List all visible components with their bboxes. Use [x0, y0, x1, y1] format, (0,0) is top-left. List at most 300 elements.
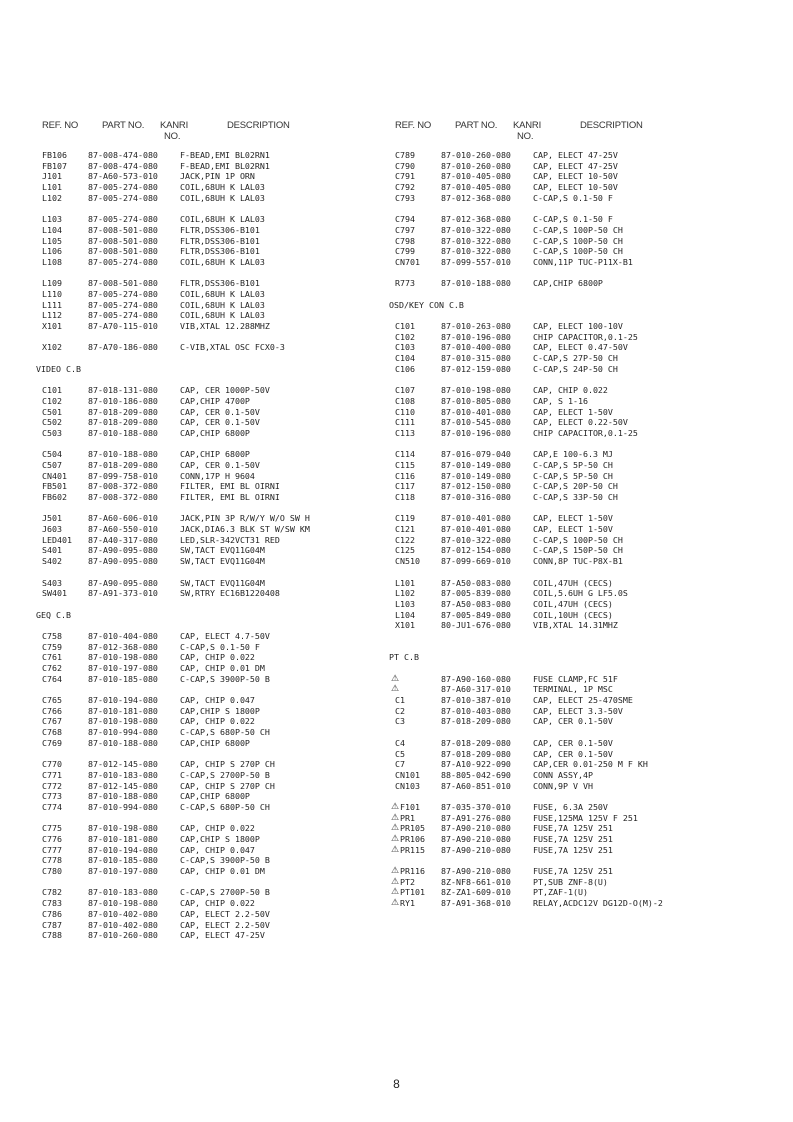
part-no: 87-010-149-080: [441, 470, 511, 481]
part-no: 87-012-150-080: [441, 481, 511, 492]
description: C-CAP,S 0.1-50 F: [533, 214, 613, 225]
part-row: [42, 492, 372, 503]
kanri-no-header: NO.: [164, 131, 181, 142]
part-no: 87-010-402-080: [88, 919, 158, 930]
ref-no: C1: [395, 695, 405, 706]
ref-no: C793: [395, 192, 415, 203]
description: CONN,17P H 9604: [180, 470, 255, 481]
ref-no: S402: [42, 556, 62, 567]
description: CAP,CHIP 6800P: [533, 278, 603, 289]
safety-warning-icon: ⚠: [391, 812, 400, 823]
part-no: 87-A90-210-080: [441, 823, 511, 834]
description: CAP, ELECT 2.2-50V: [180, 919, 270, 930]
description: COIL,10UH (CECS): [533, 609, 613, 620]
description: CAP, ELECT 10-50V: [533, 182, 618, 193]
part-row: [42, 460, 372, 471]
description: LED,SLR-342VCT31 RED: [180, 534, 280, 545]
description: COIL,68UH K LAL03: [180, 192, 265, 203]
part-no: 87-010-188-080: [441, 278, 511, 289]
part-no: 87-A60-606-010: [88, 513, 158, 524]
ref-no: C122: [395, 534, 415, 545]
description: CAP, CER 0.1-50V: [533, 737, 613, 748]
part-no: 87-010-198-080: [88, 652, 158, 663]
description: FUSE,7A 125V 251: [533, 844, 613, 855]
ref-no: C121: [395, 524, 415, 535]
part-row: [395, 471, 725, 482]
ref-no: C104: [395, 353, 415, 364]
part-row: [42, 770, 372, 781]
right-parts-column: [389, 120, 725, 909]
part-no: 88-805-042-690: [441, 769, 511, 780]
part-no: 87-A60-317-010: [441, 684, 511, 695]
part-no: 87-010-322-080: [441, 224, 511, 235]
part-row: [42, 887, 372, 898]
description: COIL,68UH K LAL03: [180, 214, 265, 225]
description: C-CAP,S 3900P-50 B: [180, 855, 270, 866]
description: C-CAP,S 680P-50 CH: [180, 727, 270, 738]
ref-no: C770: [42, 759, 62, 770]
part-no: 87-A91-373-010: [88, 588, 158, 599]
part-row: [395, 449, 725, 460]
part-no: 87-008-372-080: [88, 481, 158, 492]
description: C-CAP,S 680P-50 CH: [180, 801, 270, 812]
ref-no: C790: [395, 160, 415, 171]
description: CAP, ELECT 10-50V: [533, 171, 618, 182]
description: CAP,CHIP 4700P: [180, 395, 250, 406]
description: CAP, CHIP 0.01 DM: [180, 663, 265, 673]
description: VIB,XTAL 12.288MHZ: [180, 321, 270, 331]
ref-no: L102: [395, 588, 415, 599]
part-no: 87-008-474-080: [88, 160, 158, 171]
description: PT,ZAF-1(U): [533, 887, 588, 898]
ref-no: CN701: [395, 256, 420, 267]
part-row: [42, 278, 372, 289]
part-no: 87-005-274-080: [88, 288, 158, 299]
part-row: [42, 781, 372, 792]
ref-no: S401: [42, 545, 62, 556]
part-row: [395, 214, 725, 225]
description: CAP,CHIP 6800P: [180, 427, 250, 438]
ref-no: C115: [395, 459, 415, 470]
part-no: 87-012-368-080: [441, 214, 511, 225]
part-row: [42, 652, 372, 663]
row-spacer: [395, 567, 725, 578]
part-no: 87-010-805-080: [441, 395, 511, 406]
part-row: [42, 150, 372, 161]
ref-no: C3: [395, 716, 405, 727]
section-heading: VIDEO C.B: [36, 363, 81, 374]
part-row: [42, 706, 372, 717]
row-spacer: [395, 503, 725, 514]
row-spacer: [395, 268, 725, 279]
ref-no: FB602: [42, 492, 67, 502]
part-row: [395, 385, 725, 396]
part-row: [42, 471, 372, 482]
description: CAP,E 100-6.3 MJ: [533, 449, 613, 460]
description: CAP,CHIP S 1800P: [180, 705, 260, 716]
row-spacer: [42, 749, 372, 760]
ref-no: L110: [42, 288, 62, 299]
part-no: 87-010-994-080: [88, 727, 158, 738]
description: CAP, ELECT 3.3-50V: [533, 705, 623, 716]
part-row: [395, 407, 725, 418]
description: JACK,PIN 3P R/W/Y W/O SW H: [180, 513, 310, 524]
description: F-BEAD,EMI BL02RN1: [180, 150, 270, 160]
part-row: [391, 887, 725, 898]
part-no: 87-099-557-010: [441, 256, 511, 267]
ref-no-header: REF. NO: [42, 120, 79, 131]
ref-no: PR105: [400, 823, 425, 834]
safety-warning-icon: ⚠: [391, 844, 400, 855]
part-row: [42, 898, 372, 909]
ref-no: C787: [42, 919, 62, 930]
row-spacer: [42, 353, 372, 364]
part-no: 87-010-322-080: [441, 246, 511, 257]
safety-warning-icon: ⚠: [391, 834, 400, 844]
part-row: [395, 278, 725, 289]
ref-no: C117: [395, 481, 415, 492]
part-no: 87-035-370-010: [441, 801, 511, 812]
part-row: [42, 310, 372, 321]
safety-warning-icon: ⚠: [391, 801, 400, 812]
part-row: [42, 396, 372, 407]
part-no: 87-A90-095-080: [88, 556, 158, 567]
description: CAP, ELECT 1-50V: [533, 406, 613, 417]
part-row: [42, 481, 372, 492]
part-row: [391, 898, 725, 909]
description: CAP, ELECT 4.7-50V: [180, 630, 270, 641]
description: CAP, ELECT 0.47-50V: [533, 342, 628, 353]
part-no: 87-008-501-080: [88, 235, 158, 246]
description: FUSE,7A 125V 251: [533, 823, 613, 834]
part-no: 87-A90-160-080: [441, 673, 511, 684]
ref-no: C762: [42, 663, 62, 673]
ref-no: C791: [395, 171, 415, 182]
ref-no: C108: [395, 395, 415, 406]
row-spacer: [395, 439, 725, 450]
part-row: [395, 236, 725, 247]
section-heading: OSD/KEY CON C.B: [389, 299, 464, 310]
ref-no: S403: [42, 577, 62, 588]
part-no: 87-010-198-080: [88, 898, 158, 909]
part-no: 87-005-274-080: [88, 192, 158, 203]
ref-no: C772: [42, 780, 62, 791]
ref-no: C4: [395, 737, 405, 748]
section-heading: GEQ C.B: [36, 609, 71, 620]
description: SW,TACT EVQ11G04M: [180, 545, 265, 556]
safety-warning-icon: ⚠: [391, 684, 400, 695]
ref-no: C5: [395, 748, 405, 759]
part-row: [42, 663, 372, 674]
part-no: 87-005-839-080: [441, 588, 511, 599]
description: C-CAP,S 150P-50 CH: [533, 545, 623, 556]
part-row: [42, 855, 372, 866]
ref-no: C119: [395, 513, 415, 524]
part-row: [395, 182, 725, 193]
part-row: [42, 236, 372, 247]
part-no: 87-010-181-080: [88, 834, 158, 844]
part-no: 87-010-186-080: [88, 395, 158, 406]
part-row: [42, 930, 372, 941]
ref-no: PR106: [400, 834, 425, 844]
description: CAP,CHIP 6800P: [180, 449, 250, 460]
part-row: [395, 706, 725, 717]
description: JACK,PIN 1P ORN: [180, 171, 255, 182]
part-no: 87-010-188-080: [88, 737, 158, 748]
part-row: [395, 246, 725, 257]
description: CAP,CHIP 6800P: [180, 791, 250, 802]
description: COIL,68UH K LAL03: [180, 256, 265, 267]
part-no: 87-A50-083-080: [441, 598, 511, 609]
safety-warning-icon: ⚠: [391, 887, 400, 898]
part-no: 87-099-669-010: [441, 556, 511, 567]
ref-no: C2: [395, 705, 405, 716]
description: CAP,CER 0.01-250 M F KH: [533, 759, 648, 770]
part-row: [395, 781, 725, 792]
ref-no: FB106: [42, 150, 67, 160]
part-row: [391, 844, 725, 856]
part-no: 87-010-149-080: [441, 459, 511, 470]
ref-no: C780: [42, 866, 62, 877]
description: C-CAP,S 20P-50 CH: [533, 481, 618, 492]
part-no: 87-010-198-080: [88, 823, 158, 834]
part-row: [395, 738, 725, 749]
ref-no: C102: [42, 395, 62, 406]
part-row: [42, 578, 372, 589]
ref-no: C768: [42, 727, 62, 738]
ref-no: LED401: [42, 534, 72, 545]
part-no: 87-A90-095-080: [88, 577, 158, 588]
left-parts-list: [36, 150, 372, 941]
ref-no: C792: [395, 182, 415, 193]
part-row: [391, 673, 725, 685]
part-row: [42, 738, 372, 749]
description: CAP, CER 0.1-50V: [180, 406, 260, 417]
ref-no: C107: [395, 385, 415, 396]
description: FILTER, EMI BL OIRNI: [180, 481, 280, 492]
part-row: [395, 770, 725, 781]
part-row: [42, 257, 372, 268]
ref-no: RY1: [400, 898, 415, 909]
ref-no: C504: [42, 449, 62, 460]
part-row: [395, 492, 725, 503]
part-no: 87-A60-573-010: [88, 171, 158, 182]
ref-no: CN510: [395, 556, 420, 567]
description: CAP, ELECT 25-470SME: [533, 695, 633, 706]
part-row: [42, 524, 372, 535]
part-row: [395, 257, 725, 268]
description: CAP,CHIP 6800P: [180, 737, 250, 748]
row-spacer: [42, 877, 372, 888]
part-row: [395, 342, 725, 353]
description: CAP, ELECT 2.2-50V: [180, 908, 270, 919]
part-row: [42, 225, 372, 236]
row-spacer: [395, 374, 725, 385]
ref-no: C502: [42, 417, 62, 428]
description: CAP, CHIP 0.022: [180, 823, 255, 834]
ref-no: C777: [42, 844, 62, 855]
part-no: 87-010-545-080: [441, 417, 511, 428]
part-row: [391, 801, 725, 813]
description: CAP, CHIP 0.022: [180, 898, 255, 909]
safety-warning-icon: ⚠: [391, 866, 400, 877]
part-row: [42, 428, 372, 439]
part-no: 87-010-403-080: [441, 705, 511, 716]
part-row: [395, 695, 725, 706]
ref-no: C125: [395, 545, 415, 556]
part-no: 87-010-183-080: [88, 887, 158, 898]
part-no: 87-018-209-080: [441, 737, 511, 748]
part-row: [395, 545, 725, 556]
ref-no: F101: [400, 801, 420, 812]
description: CAP, CER 0.1-50V: [180, 459, 260, 470]
ref-no: R773: [395, 278, 415, 289]
part-no: 87-010-188-080: [88, 791, 158, 802]
part-no: 87-018-209-080: [441, 716, 511, 727]
description: RELAY,ACDC12V DG12D-O(M)-2: [533, 898, 663, 909]
ref-no: CN101: [395, 769, 420, 780]
section-heading: PT C.B: [389, 652, 419, 663]
row-spacer: [395, 663, 725, 674]
row-spacer: [42, 439, 372, 450]
part-row: [395, 460, 725, 471]
column-header: [42, 120, 372, 150]
part-row: [395, 193, 725, 204]
ref-no: C797: [395, 224, 415, 235]
ref-no: C110: [395, 406, 415, 417]
description: FLTR,DSS306-B101: [180, 224, 260, 235]
row-spacer: [395, 727, 725, 738]
part-row: [395, 396, 725, 407]
ref-no: CN401: [42, 470, 67, 481]
part-row: [42, 588, 372, 599]
part-no: 87-010-197-080: [88, 866, 158, 877]
part-no: 87-008-372-080: [88, 492, 158, 502]
part-no: 87-005-274-080: [88, 299, 158, 310]
row-spacer: [42, 203, 372, 214]
part-row: [42, 866, 372, 877]
ref-no: L112: [42, 310, 62, 321]
part-row: [42, 449, 372, 460]
ref-no: C507: [42, 459, 62, 470]
description: C-CAP,S 100P-50 CH: [533, 235, 623, 246]
ref-no: L111: [42, 299, 62, 310]
part-row: [42, 920, 372, 931]
part-no: 87-010-188-080: [88, 449, 158, 460]
ref-no: C767: [42, 716, 62, 727]
ref-no: C761: [42, 652, 62, 663]
part-no: 87-A90-095-080: [88, 545, 158, 556]
description: CAP,CHIP S 1800P: [180, 834, 260, 844]
part-no: 87-A70-115-010: [88, 321, 158, 331]
description: CHIP CAPACITOR,0.1-25: [533, 331, 638, 342]
ref-no: C501: [42, 406, 62, 417]
part-row: [395, 620, 725, 631]
ref-no: C799: [395, 246, 415, 257]
part-row: [42, 214, 372, 225]
column-header: [395, 120, 725, 150]
right-parts-list: [389, 150, 725, 909]
ref-no: L108: [42, 256, 62, 267]
ref-no: C102: [395, 331, 415, 342]
part-row: [391, 684, 725, 695]
part-no: 87-A40-317-080: [88, 534, 158, 545]
part-no: 87-010-994-080: [88, 801, 158, 812]
part-no: 87-005-274-080: [88, 182, 158, 193]
ref-no: C769: [42, 737, 62, 748]
part-no: 87-012-145-080: [88, 759, 158, 770]
description: COIL,47UH (CECS): [533, 577, 613, 588]
ref-no: C783: [42, 898, 62, 909]
part-row: [42, 342, 372, 353]
description: CONN ASSY,4P: [533, 769, 593, 780]
description: C-CAP,S 0.1-50 F: [180, 641, 260, 652]
description: FILTER, EMI BL OIRNI: [180, 492, 280, 502]
row-spacer: [395, 791, 725, 802]
description: C-CAP,S 2700P-50 B: [180, 769, 270, 780]
row-spacer: [42, 813, 372, 824]
part-no: 87-010-322-080: [441, 235, 511, 246]
part-no: 87-010-260-080: [441, 150, 511, 160]
ref-no: C774: [42, 801, 62, 812]
ref-no: L104: [395, 609, 415, 620]
part-row: [395, 524, 725, 535]
ref-no: C113: [395, 427, 415, 438]
description: C-CAP,S 100P-50 CH: [533, 224, 623, 235]
part-row: [395, 556, 725, 567]
part-no: 87-010-322-080: [441, 534, 511, 545]
part-row: [42, 727, 372, 738]
ref-no-header: REF. NO: [395, 120, 432, 131]
part-no: 87-010-183-080: [88, 769, 158, 780]
part-no: 87-A90-210-080: [441, 866, 511, 877]
description: FUSE,125MA 125V F 251: [533, 812, 638, 823]
part-no: 87-016-079-040: [441, 449, 511, 460]
part-row: [42, 289, 372, 300]
description: CAP, CHIP 0.047: [180, 695, 255, 706]
part-row: [42, 642, 372, 653]
part-no: 8Z-NF8-661-010: [441, 876, 511, 887]
ref-no: C758: [42, 630, 62, 641]
part-no: 87-010-196-080: [441, 427, 511, 438]
description: CAP, ELECT 1-50V: [533, 524, 613, 535]
part-no: 87-010-181-080: [88, 705, 158, 716]
description: CAP, CHIP 0.022: [180, 716, 255, 727]
description: FLTR,DSS306-B101: [180, 246, 260, 257]
part-row: [391, 823, 725, 834]
part-row: [42, 631, 372, 642]
description: COIL,68UH K LAL03: [180, 288, 265, 299]
part-no: 87-012-159-080: [441, 363, 511, 374]
description: CONN,9P V VH: [533, 780, 593, 791]
part-no: 87-A50-083-080: [441, 577, 511, 588]
part-no: 8Z-ZA1-609-010: [441, 887, 511, 898]
description: PT,SUB ZNF-8(U): [533, 876, 608, 887]
row-spacer: [395, 203, 725, 214]
part-row: [395, 417, 725, 428]
description: C-CAP,S 100P-50 CH: [533, 246, 623, 257]
part-row: [42, 385, 372, 396]
part-no: 87-010-185-080: [88, 855, 158, 866]
row-spacer: [42, 268, 372, 279]
description: TERMINAL, 1P MSC: [533, 684, 613, 695]
part-no: 87-099-758-010: [88, 470, 158, 481]
part-row: [42, 300, 372, 311]
part-no: 87-A90-210-080: [441, 834, 511, 844]
part-row: [395, 578, 725, 589]
part-row: [42, 246, 372, 257]
description: CAP, CER 0.1-50V: [180, 417, 260, 428]
